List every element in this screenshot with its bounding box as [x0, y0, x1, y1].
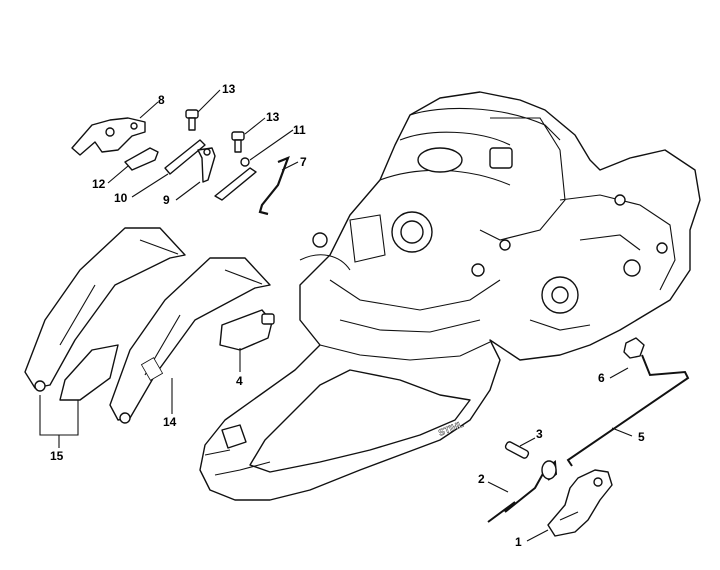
part-2-spring	[488, 461, 556, 522]
part-4-cap	[220, 310, 274, 350]
callout-13-a: 13	[222, 82, 236, 96]
callout-4: 4	[236, 374, 243, 388]
part-1-trigger	[548, 470, 612, 536]
part-9-linkage	[198, 148, 215, 182]
part-13-screw-a	[186, 110, 198, 130]
part-7-wire	[260, 158, 288, 214]
part-12-clip	[125, 148, 158, 170]
callout-9: 9	[163, 193, 170, 207]
chainsaw-housing	[200, 92, 700, 500]
callout-2: 2	[478, 472, 485, 486]
callout-7: 7	[300, 155, 307, 169]
part-5-rod	[568, 355, 688, 466]
brand-mark: STIHL	[437, 418, 465, 438]
callout-6: 6	[598, 371, 605, 385]
callout-1: 1	[515, 535, 522, 549]
callout-15: 15	[50, 449, 64, 463]
callout-8: 8	[158, 93, 165, 107]
callout-5: 5	[638, 430, 645, 444]
part-11-rod	[215, 158, 256, 200]
callout-3: 3	[536, 427, 543, 441]
callout-10: 10	[114, 191, 128, 205]
part-6-lever	[624, 338, 644, 358]
part-13-screw-b	[232, 132, 244, 152]
callout-14: 14	[163, 415, 177, 429]
part-3-pin	[505, 441, 530, 459]
callout-11: 11	[293, 123, 306, 137]
callout-12: 12	[92, 177, 106, 191]
part-10-rod	[165, 140, 205, 174]
part-8-bracket	[72, 118, 145, 155]
callout-13-b: 13	[266, 110, 280, 124]
